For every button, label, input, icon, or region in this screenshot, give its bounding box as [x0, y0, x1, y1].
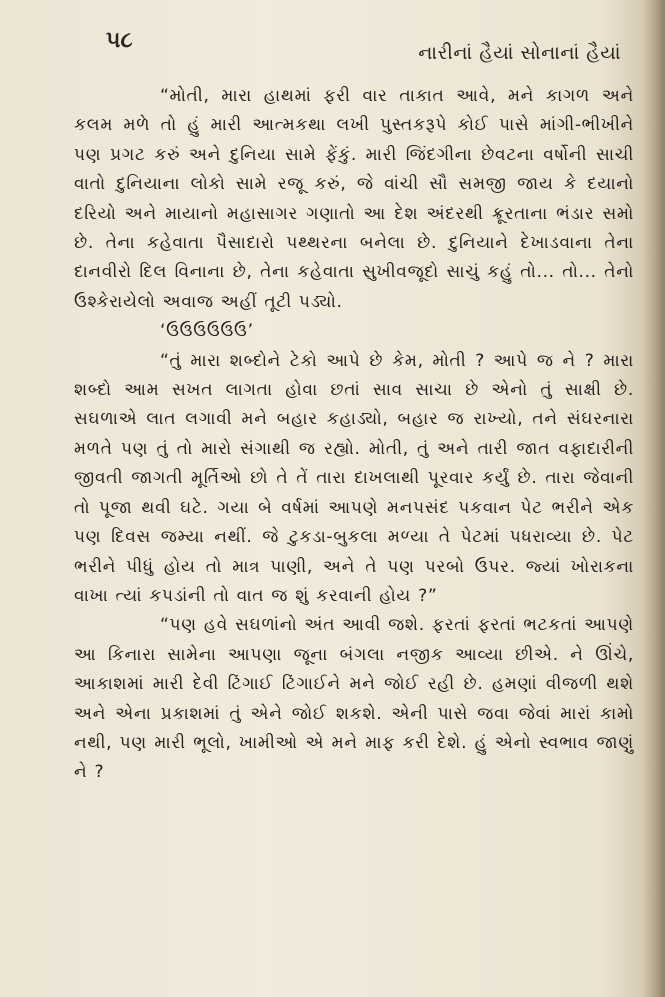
paragraph-1: “મોતી, મારા હાથમાં ફરી વાર તાકાત આવે, મને કાગળ અને કલમ મળે તો હું મારી આત્મકથા લખી પુસ્તકરૂપે કોઈ પાસે માંગી-ભીખીને પણ પ્રગટ કરું અને દુનિયા સામે ફેંકું. મારી જિંદગીના છેવટના વર્ષોની સાચી વાતો દુનિયાના લોકો સામે રજૂ કરું, જે વાંચી સૌ સમજી જાય કે દયાનો દરિયો અને માયાનો મહાસાગર ગણાતો આ દેશ અંદરથી ક્રૂરતાના ભંડાર સમો છે. તેના કહેવાતા પૈસાદારો પથ્થરના બનેલા છે. દુનિયાને દેખાડવાના તેના દાનવીરો દિલ વિનાના છે, તેના કહેવાતા સુખીવજૂદો સાચું કહું તો... તો... તેનો ઉશ્કેરાયેલો અવાજ અહીં તૂટી પડ્યો.: [74, 86, 634, 312]
body-text: [74, 82, 634, 788]
page-header: [96, 28, 625, 68]
paragraph-3: “તું મારા શબ્દોને ટેકો આપે છે કેમ, મોતી ? આપે જ ને ? મારા શબ્દો આમ સખત લાગતા હોવા છતાં સાવ સાચા છે એનો તું સાક્ષી છે. સઘળાએ લાત લગાવી મને બહાર કહાડ્યો, બહાર જ રાખ્યો, તને સંઘરનારા મળતે પણ તું તો મારો સંગાથી જ રહ્યો. મોતી, તું અને તારી જાત વફાદારીની જીવતી જાગતી મૂર્તિઓ છો તે તેં તારા દાખલાથી પૂરવાર કર્યું છે. તારા જેવાની તો પૂજા થવી ઘટે. ગયા બે વર્ષમાં આપણે મનપસંદ પકવાન પેટ ભરીને એક પણ દિવસ જમ્યા નથીં. જે ટુકડા-બુકલા મળ્યા તે પેટમાં પધરાવ્યા છે. પેટ ભરીને પીધું હોય તો માત્ર પાણી, અને તે પણ પરબો ઉપર. જ્યાં ખોરાકના વાખા ત્યાં કપડાંની તો વાત જ શું કરવાની હોય ?”: [74, 350, 634, 606]
running-head-title: નારીનાં હૈયાં સોનાનાં હૈયાં: [418, 42, 621, 64]
page-edge-shadow: [643, 0, 665, 997]
paragraph-2: ‘ઉઉઉઉઉઉ’: [160, 321, 254, 342]
page-number: ૫૮: [106, 28, 133, 53]
paragraph-4: “પણ હવે સઘળાંનો અંત આવી જશે. ફરતાં ફરતાં ભટકતાં આપણે આ કિનારા સામેના આપણા જૂના બંગલા નજીક આવ્યા છીએ. ને ઊંચે, આકાશમાં મારી દેવી ટિંગાઈ ટિંગાઈને મને જોઈ રહી છે. હમણાં વીજળી થશે અને એના પ્રકાશમાં તું એને જોઈ શકશે. એની પાસે જવા જેવાં મારાં કામો નથી, પણ મારી ભૂલો, ખામીઓ એ મને માફ કરી દેશે. હું એનો સ્વભાવ જાણું ને ?: [74, 615, 634, 783]
